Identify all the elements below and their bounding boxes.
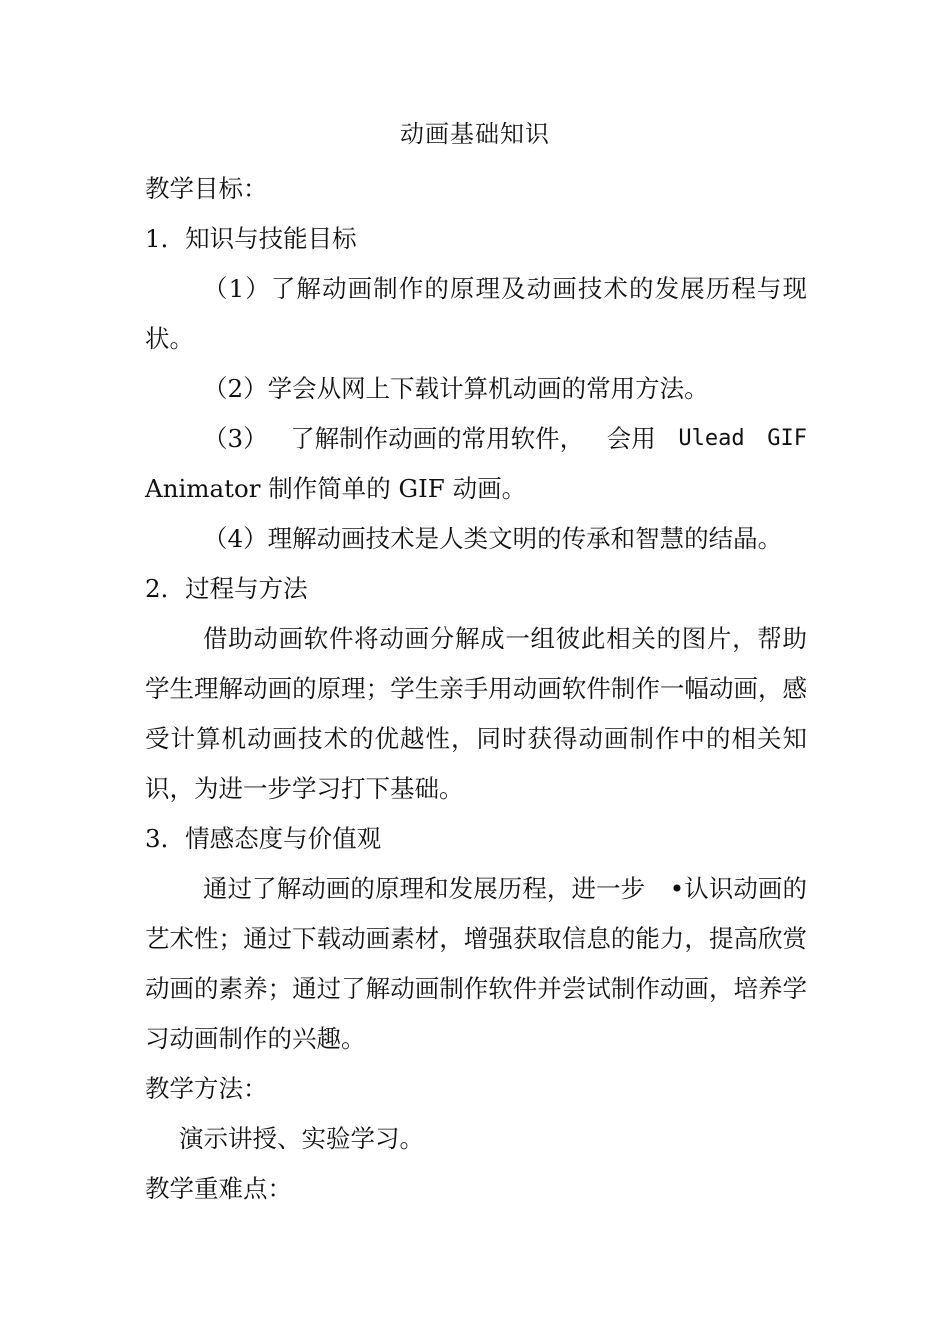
item3-use: 会用 (606, 424, 656, 453)
key-points-heading: 教学重难点： (145, 1174, 292, 1203)
item3-number: （3） (203, 424, 268, 453)
section2-paragraph: 借助动画软件将动画分解成一组彼此相关的图片，帮助学生理解动画的原理；学生亲手用动画软件制作一幅动画，感受计算机动画技术的优越性，同时获得动画制作中的相关知识，为进一步学习打下基础。 (145, 624, 807, 803)
section1-item4: （4）理解动画技术是人类文明的传承和智慧的结晶。 (203, 524, 783, 553)
methods-heading: 教学方法： (145, 1074, 268, 1103)
section1-item1: （1）了解动画制作的原理及动画技术的发展历程与现状。 (145, 274, 807, 353)
section2-heading: 2．过程与方法 (145, 574, 308, 603)
section1-heading: 1．知识与技能目标 (145, 224, 357, 253)
section1-item2: （2）学会从网上下载计算机动画的常用方法。 (203, 374, 709, 403)
section1-item3-line1 (145, 414, 807, 464)
methods-text: 演示讲授、实验学习。 (179, 1124, 424, 1153)
section3-paragraph: 通过了解动画的原理和发展历程，进一步 •认识动画的艺术性；通过下载动画素材，增强获取信息的能力，提高欣赏动画的素养；通过了解动画制作软件并尝试制作动画，培养学习动画制作的兴趣。 (145, 874, 807, 1053)
objectives-heading: 教学目标： (145, 174, 268, 203)
item3-gif: GIF (767, 426, 807, 451)
item3-text: 了解制作动画的常用软件， (290, 424, 585, 453)
section1-item3-line2: Animator 制作简单的 GIF 动画。 (145, 474, 527, 503)
section3-heading: 3．情感态度与价值观 (145, 824, 382, 853)
document-title: 动画基础知识 (400, 120, 550, 148)
item3-ulead: Ulead (678, 426, 745, 451)
document-body (145, 164, 807, 1214)
